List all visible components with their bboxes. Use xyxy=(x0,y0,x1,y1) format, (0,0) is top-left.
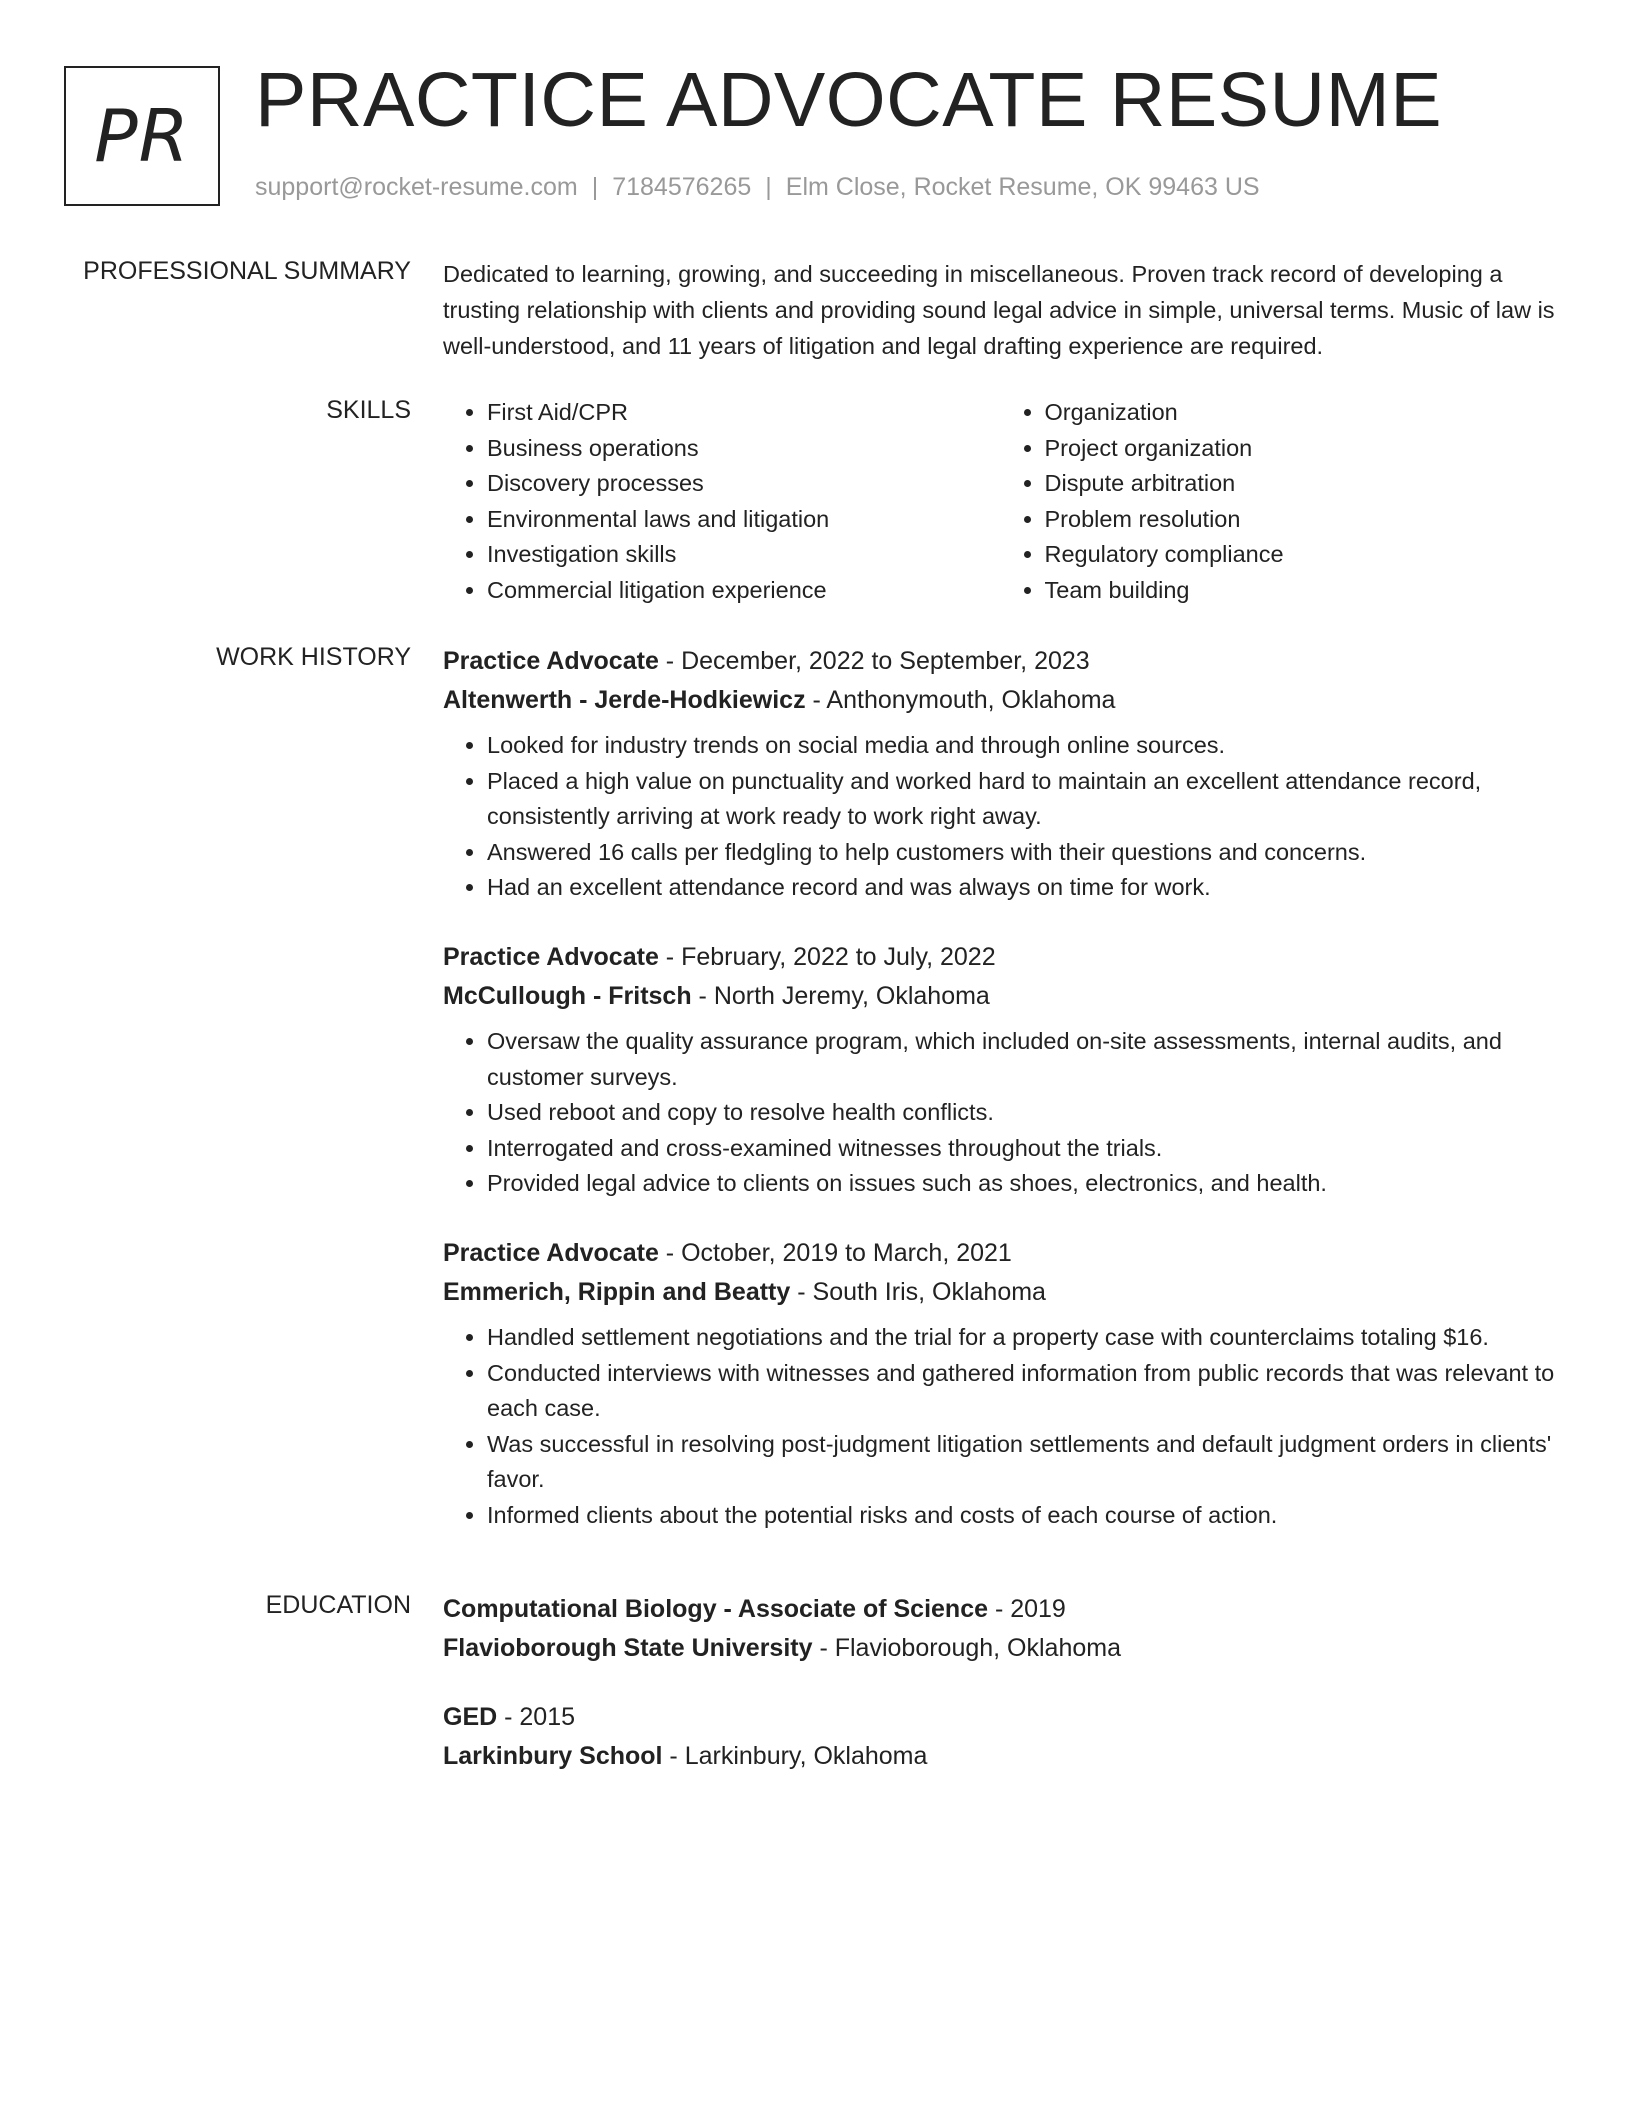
education-school: Larkinbury School xyxy=(443,1742,663,1770)
section-label-summary: PROFESSIONAL SUMMARY xyxy=(83,257,411,285)
education-degree: GED xyxy=(443,1703,498,1731)
work-body xyxy=(443,642,1558,1534)
job-bullet: • Handled settlement negotiations and the trial for a property case with counterclaims totaling $16. xyxy=(487,1320,1558,1356)
job-bullet: • Conducted interviews with witnesses and gathered information from public records that was relevant to each case. xyxy=(487,1356,1558,1427)
job-location: - South Iris, Oklahoma xyxy=(790,1277,1046,1306)
skill-item: • Organization xyxy=(1045,395,1559,431)
skill-item: • Commercial litigation experience xyxy=(487,573,1001,609)
job-company: Altenwerth - Jerde-Hodkiewicz xyxy=(443,686,806,714)
skill-item: • Discovery processes xyxy=(487,466,1001,502)
contact-line xyxy=(255,173,1260,202)
job-dates: - December, 2022 to September, 2023 xyxy=(658,647,1090,675)
monogram-box xyxy=(64,66,220,206)
job-entry xyxy=(443,642,1558,906)
skills-list-right xyxy=(1001,395,1559,609)
skill-item: • Environmental laws and litigation xyxy=(487,502,1001,538)
contact-email: support@rocket-resume.com xyxy=(255,173,578,201)
education-degree: Computational Biology - Associate of Science xyxy=(443,1595,988,1623)
summary-body xyxy=(443,256,1558,364)
job-dates: - October, 2019 to March, 2021 xyxy=(658,1238,1012,1267)
skill-item: • Investigation skills xyxy=(487,537,1001,573)
job-title: Practice Advocate xyxy=(443,647,659,675)
job-bullet: • Oversaw the quality assurance program, which included on-site assessments, internal audits, and customer surveys. xyxy=(487,1024,1558,1095)
job-bullets xyxy=(443,1024,1558,1202)
education-year: - 2015 xyxy=(497,1703,576,1731)
job-title: Practice Advocate xyxy=(443,942,659,971)
section-label-skills: SKILLS xyxy=(326,396,411,424)
education-year: - 2019 xyxy=(988,1595,1066,1623)
skill-item: • First Aid/CPR xyxy=(487,395,1001,431)
skill-item: • Project organization xyxy=(1045,431,1559,467)
section-label-education: EDUCATION xyxy=(265,1591,411,1619)
job-title-line xyxy=(443,642,1558,681)
skill-item: • Problem resolution xyxy=(1045,502,1559,538)
job-bullet: • Had an excellent attendance record and was always on time for work. xyxy=(487,870,1558,906)
education-school-line xyxy=(443,1737,1558,1776)
contact-phone: 7184576265 xyxy=(612,173,752,201)
skill-item: • Dispute arbitration xyxy=(1045,466,1559,502)
contact-separator: | xyxy=(591,173,599,201)
job-dates: - February, 2022 to July, 2022 xyxy=(658,942,996,971)
job-company-line xyxy=(443,977,1558,1016)
education-school-line xyxy=(443,1629,1558,1668)
job-bullet: • Looked for industry trends on social media and through online sources. xyxy=(487,728,1558,764)
resume-title: PRACTICE ADVOCATE RESUME xyxy=(255,57,1443,143)
skill-item: • Regulatory compliance xyxy=(1045,537,1559,573)
job-bullet: • Placed a high value on punctuality and worked hard to maintain an excellent attendance record, consistently arriving at work ready to work right away. xyxy=(487,764,1558,835)
education-entry xyxy=(443,1590,1558,1668)
job-bullets xyxy=(443,1320,1558,1534)
job-bullet: • Interrogated and cross-examined witnesses throughout the trials. xyxy=(487,1131,1558,1167)
job-entry xyxy=(443,938,1558,1202)
education-location: - Flavioborough, Oklahoma xyxy=(812,1634,1121,1662)
job-bullet: • Was successful in resolving post-judgment litigation settlements and default judgment orders in clients' favor. xyxy=(487,1427,1558,1498)
job-company-line xyxy=(443,681,1558,720)
job-company-line xyxy=(443,1273,1558,1312)
job-title-line xyxy=(443,938,1558,977)
job-bullet: • Answered 16 calls per fledgling to help customers with their questions and concerns. xyxy=(487,835,1558,871)
skill-item: • Business operations xyxy=(487,431,1001,467)
section-label-work: WORK HISTORY xyxy=(216,643,411,671)
education-degree-line xyxy=(443,1698,1558,1737)
job-bullets xyxy=(443,728,1558,906)
education-school: Flavioborough State University xyxy=(443,1634,813,1662)
job-title-line xyxy=(443,1234,1558,1273)
skills-body xyxy=(443,395,1558,609)
education-location: - Larkinbury, Oklahoma xyxy=(662,1742,928,1770)
skill-item: • Team building xyxy=(1045,573,1559,609)
education-entry xyxy=(443,1698,1558,1776)
job-company: McCullough - Fritsch xyxy=(443,981,692,1010)
job-title: Practice Advocate xyxy=(443,1238,659,1267)
education-degree-line xyxy=(443,1590,1558,1629)
job-location: - Anthonymouth, Oklahoma xyxy=(805,686,1116,714)
skills-list-left xyxy=(443,395,1001,609)
job-entry xyxy=(443,1234,1558,1534)
contact-address: Elm Close, Rocket Resume, OK 99463 US xyxy=(785,173,1260,201)
contact-separator: | xyxy=(765,173,772,201)
monogram-initials: PR xyxy=(94,94,190,178)
job-location: - North Jeremy, Oklahoma xyxy=(691,981,990,1010)
job-company: Emmerich, Rippin and Beatty xyxy=(443,1277,791,1306)
job-bullet: • Used reboot and copy to resolve health conflicts. xyxy=(487,1095,1558,1131)
job-bullet: • Informed clients about the potential risks and costs of each course of action. xyxy=(487,1498,1558,1534)
summary-text: Dedicated to learning, growing, and succeeding in miscellaneous. Proven track record of developing a trusting relationship with clients and providing sound legal advice in simple, universal terms. Music of law is well-understood, and 11 years of litigation and legal drafting experience are required. xyxy=(443,261,1555,359)
job-bullet: • Provided legal advice to clients on issues such as shoes, electronics, and health. xyxy=(487,1166,1558,1202)
education-body xyxy=(443,1590,1558,1776)
